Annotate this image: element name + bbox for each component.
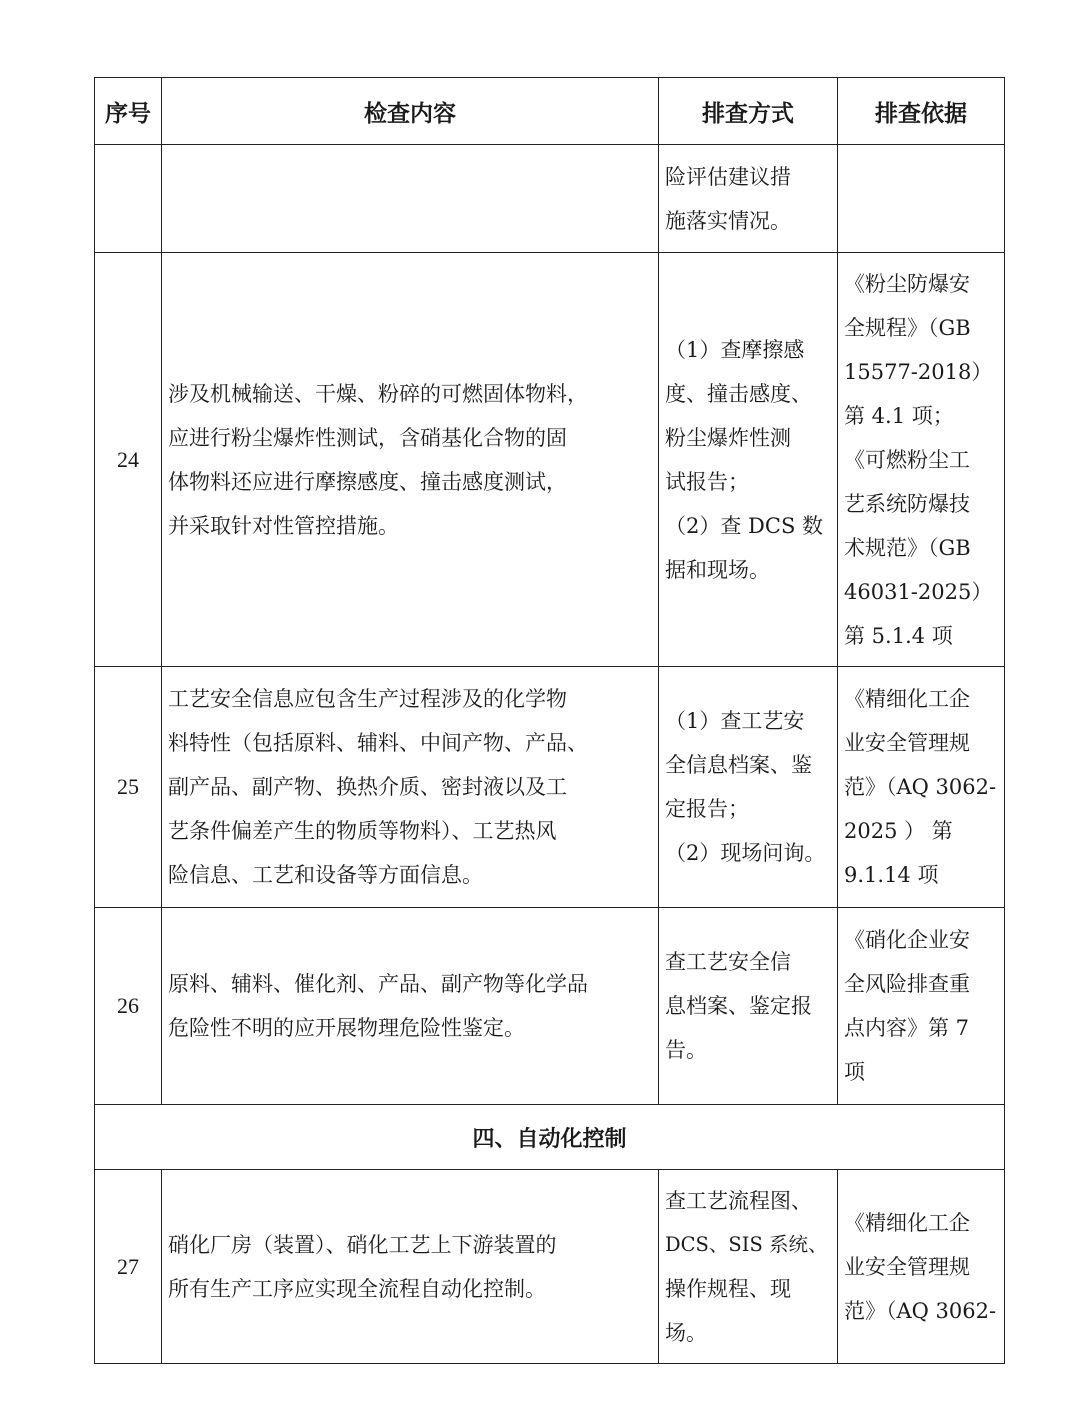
row-basis (838, 1170, 1005, 1364)
method-line: 查工艺安全信 (665, 950, 791, 974)
table-row (95, 908, 1005, 1105)
row-content (162, 908, 659, 1105)
content-line: 危险性不明的应开展物理危险性鉴定。 (168, 1016, 525, 1040)
method-line: （1）查工艺安 (665, 709, 805, 733)
row-basis (838, 667, 1005, 908)
inspection-table (94, 77, 1005, 1364)
basis-line: 《硝化企业安 (844, 928, 970, 952)
basis-line: 《精细化工企 (844, 1210, 970, 1235)
method-line: 险评估建议措 (665, 164, 791, 189)
table-row (95, 145, 1005, 253)
content-line: 艺条件偏差产生的物质等物料）、工艺热风 (168, 819, 557, 843)
content-line: 险信息、工艺和设备等方面信息。 (168, 863, 483, 887)
basis-line: 2025 ） 第 (844, 819, 953, 843)
row-content (162, 253, 659, 667)
section-title: 四、自动化控制 (95, 1105, 1005, 1170)
header-content: 检查内容 (162, 78, 659, 145)
row-seq: 25 (95, 667, 162, 908)
row-seq: 24 (95, 253, 162, 667)
row-basis (838, 908, 1005, 1105)
method-line: DCS、SIS 系统、 (665, 1232, 828, 1256)
content-line: 原料、辅料、催化剂、产品、副产物等化学品 (168, 972, 588, 996)
row-seq: 26 (95, 908, 162, 1105)
method-line: 告。 (665, 1038, 707, 1062)
basis-line: 艺系统防爆技 (844, 491, 970, 516)
table-header-row (95, 78, 1005, 145)
row-seq: 27 (95, 1170, 162, 1364)
content-line: 涉及机械输送、干燥、粉碎的可燃固体物料， (168, 381, 588, 406)
row-basis (838, 145, 1005, 253)
content-line: 工艺安全信息应包含生产过程涉及的化学物 (168, 687, 567, 711)
content-line: 体物料还应进行摩擦感度、撞击感度测试， (168, 469, 567, 494)
method-line: （2）现场问询。 (665, 841, 826, 865)
basis-line: 46031-2025） (844, 579, 993, 604)
basis-line: 第 5.1.4 项 (844, 623, 953, 648)
content-line: 应进行粉尘爆炸性测试，含硝基化合物的固 (168, 425, 567, 450)
row-method (659, 1170, 838, 1364)
table-row (95, 1170, 1005, 1364)
row-method (659, 667, 838, 908)
header-method: 排查方式 (659, 78, 838, 145)
basis-line: 全风险排查重 (844, 972, 970, 996)
basis-line: 《精细化工企 (844, 687, 970, 711)
method-line: 查工艺流程图、 (665, 1188, 812, 1213)
method-line: （1）查摩擦感 (665, 337, 805, 362)
section-row (95, 1105, 1005, 1170)
row-method (659, 253, 838, 667)
row-method (659, 908, 838, 1105)
row-method (659, 145, 838, 253)
method-line: 度、撞击感度、 (665, 381, 812, 406)
method-line: 施落实情况。 (665, 208, 791, 233)
method-line: 场。 (665, 1320, 707, 1345)
method-line: 粉尘爆炸性测 (665, 425, 791, 450)
content-line: 副产品、副产物、换热介质、密封液以及工 (168, 775, 567, 799)
basis-line: 全规程》（GB (844, 315, 971, 340)
content-line: 硝化厂房（装置）、硝化工艺上下游装置的 (168, 1232, 557, 1257)
method-line: 全信息档案、鉴 (665, 753, 812, 777)
content-line: 所有生产工序应实现全流程自动化控制。 (168, 1276, 546, 1301)
method-line: 试报告； (665, 469, 749, 494)
basis-line: 项 (844, 1060, 865, 1084)
basis-line: 《粉尘防爆安 (844, 271, 970, 296)
row-content (162, 667, 659, 908)
method-line: 定报告； (665, 797, 749, 821)
method-line: 据和现场。 (665, 557, 770, 582)
table-row (95, 667, 1005, 908)
basis-line: 9.1.14 项 (844, 863, 939, 887)
content-line: 料特性（包括原料、辅料、中间产物、产品、 (168, 731, 588, 755)
inspection-table-page (94, 77, 1004, 1364)
row-basis (838, 253, 1005, 667)
method-line: 操作规程、现 (665, 1276, 791, 1301)
row-seq (95, 145, 162, 253)
basis-line: 业安全管理规 (844, 731, 970, 755)
basis-line: 点内容》第 7 (844, 1016, 970, 1040)
basis-line: 第 4.1 项； (844, 403, 954, 428)
table-row (95, 253, 1005, 667)
basis-line: 范》（AQ 3062- (844, 1298, 997, 1323)
row-content (162, 1170, 659, 1364)
method-line: （2）查 DCS 数 (665, 513, 824, 538)
row-content (162, 145, 659, 253)
header-seq: 序号 (95, 78, 162, 145)
basis-line: 术规范》（GB (844, 535, 971, 560)
basis-line: 《可燃粉尘工 (844, 447, 970, 472)
method-line: 息档案、鉴定报 (665, 994, 812, 1018)
header-basis: 排查依据 (838, 78, 1005, 145)
basis-line: 业安全管理规 (844, 1254, 970, 1279)
basis-line: 范》（AQ 3062- (844, 775, 997, 799)
content-line: 并采取针对性管控措施。 (168, 513, 399, 538)
basis-line: 15577-2018） (844, 359, 993, 384)
